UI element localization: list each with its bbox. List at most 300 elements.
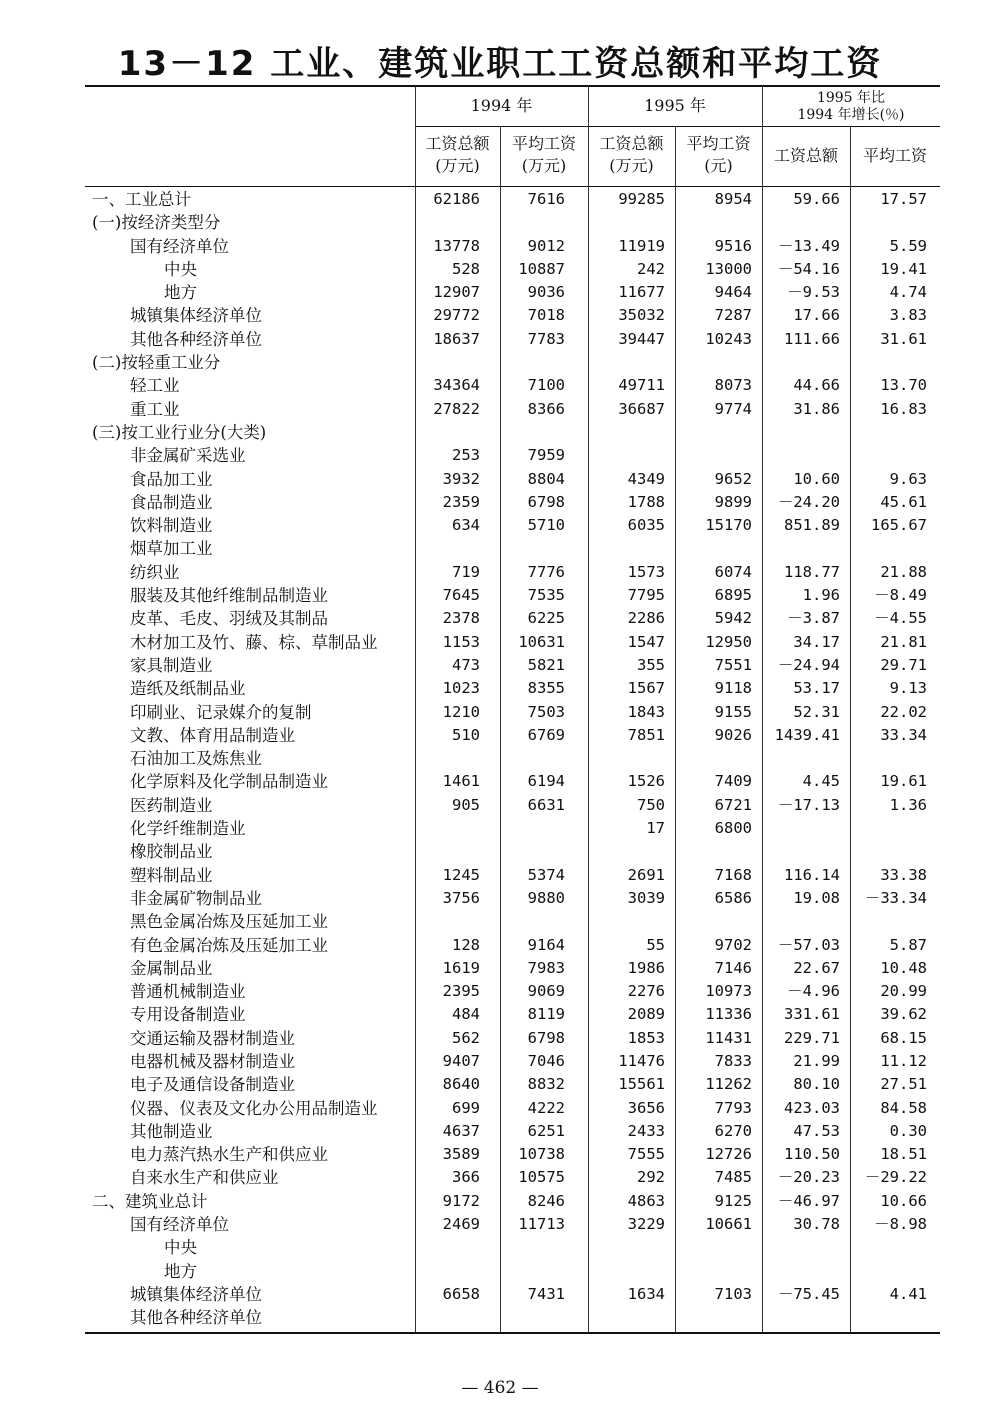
cell-value: －8.49 <box>874 586 927 605</box>
cell-value: 1.96 <box>802 586 840 605</box>
cell-value: 3229 <box>627 1215 665 1234</box>
header-mid-rule <box>415 126 940 127</box>
cell-value: 2433 <box>627 1121 665 1140</box>
cell-value: 7485 <box>714 1168 752 1187</box>
cell-value: 29.71 <box>880 655 927 674</box>
table-row <box>0 514 1000 537</box>
table-row <box>0 957 1000 980</box>
table-row <box>0 701 1000 724</box>
cell-value: 5821 <box>527 655 565 674</box>
cell-value: 10887 <box>518 259 565 278</box>
cell-value: 99285 <box>618 190 665 208</box>
row-label: 造纸及纸制品业 <box>130 679 246 699</box>
table-row <box>0 561 1000 584</box>
cell-value: 2286 <box>627 609 665 628</box>
cell-value: 9125 <box>714 1191 752 1210</box>
cell-value: 31.61 <box>880 329 927 348</box>
cell-value: 15170 <box>705 516 752 535</box>
cell-value: 242 <box>637 259 665 278</box>
cell-value: 9172 <box>442 1191 480 1210</box>
row-label: 塑料制品业 <box>130 865 213 885</box>
cell-value: 10973 <box>705 982 752 1001</box>
header-col-2-line1: 平均工资 <box>511 134 576 153</box>
cell-value: 11919 <box>618 236 665 255</box>
cell-value: 10738 <box>518 1145 565 1164</box>
table-row <box>0 1236 1000 1259</box>
cell-value: 17.66 <box>793 306 840 325</box>
header-growth-line1: 1995 年比 <box>816 90 886 106</box>
header-col-2 <box>500 133 588 177</box>
cell-value: 699 <box>452 1098 480 1117</box>
row-label: 食品加工业 <box>130 469 213 489</box>
cell-value: 7146 <box>714 958 752 977</box>
cell-value: 165.67 <box>871 516 927 535</box>
cell-value: 510 <box>452 725 480 744</box>
row-label: (一)按经济类型分 <box>92 213 221 233</box>
cell-value: 5.87 <box>889 935 927 954</box>
cell-value: 4.41 <box>889 1284 927 1303</box>
row-label: 地方 <box>164 1261 197 1281</box>
cell-value: 7431 <box>527 1284 565 1303</box>
cell-value: 7103 <box>714 1284 752 1303</box>
cell-value: 7555 <box>627 1145 665 1164</box>
table-row <box>0 468 1000 491</box>
cell-value: 7959 <box>527 446 565 465</box>
cell-value: 6225 <box>527 609 565 628</box>
top-rule <box>85 85 940 87</box>
cell-value: 27822 <box>433 399 480 418</box>
cell-value: 10.66 <box>880 1191 927 1210</box>
header-growth <box>762 90 940 124</box>
cell-value: 9880 <box>527 888 565 907</box>
cell-value: 6270 <box>714 1121 752 1140</box>
cell-value: －13.49 <box>777 236 840 255</box>
cell-value: 9516 <box>714 236 752 255</box>
table-row <box>0 304 1000 327</box>
cell-value: 9069 <box>527 982 565 1001</box>
row-label: 印刷业、记录媒介的复制 <box>130 702 312 722</box>
row-label: 电力蒸汽热水生产和供应业 <box>130 1145 328 1165</box>
cell-value: 3756 <box>442 888 480 907</box>
table-row <box>0 1166 1000 1189</box>
header-1994: 1994 年 <box>470 96 533 115</box>
cell-value: 473 <box>452 655 480 674</box>
cell-value: 1439.41 <box>774 725 840 744</box>
cell-value: 7795 <box>627 586 665 605</box>
row-label: 非金属矿采选业 <box>130 446 246 466</box>
cell-value: 10.60 <box>793 469 840 488</box>
cell-value: 2359 <box>442 492 480 511</box>
cell-value: 1.36 <box>889 795 927 814</box>
table-row <box>0 1073 1000 1096</box>
cell-value: －8.98 <box>874 1215 927 1234</box>
cell-value: 6800 <box>714 819 752 838</box>
table-row <box>0 1260 1000 1283</box>
table-row <box>0 934 1000 957</box>
table-row <box>0 1306 1000 1329</box>
cell-value: 11336 <box>705 1005 752 1024</box>
cell-value: 4637 <box>442 1121 480 1140</box>
cell-value: 13778 <box>433 236 480 255</box>
row-label: 国有经济单位 <box>130 1215 229 1235</box>
cell-value: －24.20 <box>777 492 840 511</box>
cell-value: 355 <box>637 655 665 674</box>
row-label: 化学纤维制造业 <box>130 819 246 839</box>
header-1995: 1995 年 <box>644 96 706 115</box>
cell-value: 4863 <box>627 1191 665 1210</box>
cell-value: 8954 <box>714 190 752 208</box>
row-label: 食品制造业 <box>130 492 213 512</box>
row-label: 金属制品业 <box>130 958 213 978</box>
cell-value: 7535 <box>527 586 565 605</box>
cell-value: 8246 <box>527 1191 565 1210</box>
row-label: 电子及通信设备制造业 <box>130 1075 295 1095</box>
cell-value: 1567 <box>627 679 665 698</box>
cell-value: 528 <box>452 259 480 278</box>
cell-value: －24.94 <box>777 655 840 674</box>
cell-value: 22.67 <box>793 958 840 977</box>
cell-value: 1461 <box>442 772 480 791</box>
cell-value: 11262 <box>705 1075 752 1094</box>
cell-value: 9026 <box>714 725 752 744</box>
table-row <box>0 1283 1000 1306</box>
cell-value: 8832 <box>527 1075 565 1094</box>
cell-value: 7793 <box>714 1098 752 1117</box>
header-col-1 <box>415 133 500 177</box>
cell-value: 9036 <box>527 283 565 302</box>
cell-value: 6769 <box>527 725 565 744</box>
row-label: 服装及其他纤维制品制造业 <box>130 586 328 606</box>
cell-value: 562 <box>452 1028 480 1047</box>
cell-value: 68.15 <box>880 1028 927 1047</box>
cell-value: 2691 <box>627 865 665 884</box>
cell-value: 253 <box>452 446 480 465</box>
cell-value: 6798 <box>527 492 565 511</box>
table-row <box>0 235 1000 258</box>
cell-value: 9012 <box>527 236 565 255</box>
header-col-3-line1: 工资总额 <box>599 134 664 153</box>
row-label: 家具制造业 <box>130 655 213 675</box>
cell-value: 750 <box>637 795 665 814</box>
row-label: 其他制造业 <box>130 1121 213 1141</box>
table-row <box>0 607 1000 630</box>
cell-value: 4349 <box>627 469 665 488</box>
table-row <box>0 864 1000 887</box>
table-row <box>0 1097 1000 1120</box>
cell-value: 7503 <box>527 702 565 721</box>
table-row <box>0 398 1000 421</box>
cell-value: 33.38 <box>880 865 927 884</box>
header-col-4 <box>675 133 762 177</box>
cell-value: 3.83 <box>889 306 927 325</box>
header-col-1-line1: 工资总额 <box>425 134 490 153</box>
row-label: 黑色金属冶炼及压延加工业 <box>130 912 328 932</box>
row-label: 石油加工及炼焦业 <box>130 749 262 769</box>
cell-value: 905 <box>452 795 480 814</box>
row-label: 中央 <box>164 259 197 279</box>
cell-value: 7776 <box>527 562 565 581</box>
table-row <box>0 654 1000 677</box>
row-label: 有色金属冶炼及压延加工业 <box>130 935 328 955</box>
row-label: 交通运输及器材制造业 <box>130 1028 295 1048</box>
cell-value: 15561 <box>618 1075 665 1094</box>
cell-value: 8366 <box>527 399 565 418</box>
cell-value: 10661 <box>705 1215 752 1234</box>
table-row <box>0 840 1000 863</box>
cell-value: －57.03 <box>777 935 840 954</box>
row-label: 饮料制造业 <box>130 516 213 536</box>
table-row <box>0 677 1000 700</box>
cell-value: 116.14 <box>784 865 840 884</box>
cell-value: 634 <box>452 516 480 535</box>
table-row <box>0 887 1000 910</box>
cell-value: 12950 <box>705 632 752 651</box>
cell-value: 6658 <box>442 1284 480 1303</box>
cell-value: 1788 <box>627 492 665 511</box>
table-row <box>0 328 1000 351</box>
cell-value: 33.34 <box>880 725 927 744</box>
cell-value: 11677 <box>618 283 665 302</box>
cell-value: 7018 <box>527 306 565 325</box>
cell-value: －29.22 <box>864 1168 927 1187</box>
cell-value: 851.89 <box>784 516 840 535</box>
header-col-6: 平均工资 <box>862 146 927 165</box>
cell-value: 13000 <box>705 259 752 278</box>
cell-value: 11476 <box>618 1051 665 1070</box>
table-row <box>0 351 1000 374</box>
table-row <box>0 1213 1000 1236</box>
cell-value: 6035 <box>627 516 665 535</box>
cell-value: －33.34 <box>864 888 927 907</box>
table-row <box>0 1143 1000 1166</box>
table-row <box>0 1003 1000 1026</box>
cell-value: 20.99 <box>880 982 927 1001</box>
cell-value: －46.97 <box>777 1191 840 1210</box>
row-label: 自来水生产和供应业 <box>130 1168 279 1188</box>
row-label: 普通机械制造业 <box>130 982 246 1002</box>
cell-value: 7851 <box>627 725 665 744</box>
cell-value: 27.51 <box>880 1075 927 1094</box>
row-label: 国有经济单位 <box>130 236 229 256</box>
cell-value: 1245 <box>442 865 480 884</box>
cell-value: 6586 <box>714 888 752 907</box>
header-col-3-line2: (万元) <box>609 156 654 175</box>
row-label: 城镇集体经济单位 <box>130 1284 262 1304</box>
cell-value: 9702 <box>714 935 752 954</box>
cell-value: 2089 <box>627 1005 665 1024</box>
cell-value: 1853 <box>627 1028 665 1047</box>
header-growth-line2: 1994 年增长(％) <box>797 107 905 123</box>
cell-value: 10575 <box>518 1168 565 1187</box>
row-label: 纺织业 <box>130 562 180 582</box>
cell-value: 7046 <box>527 1051 565 1070</box>
row-label: 文教、体育用品制造业 <box>130 725 295 745</box>
cell-value: 5710 <box>527 516 565 535</box>
cell-value: 7551 <box>714 655 752 674</box>
table-row <box>0 1050 1000 1073</box>
cell-value: 2469 <box>442 1215 480 1234</box>
cell-value: 9407 <box>442 1051 480 1070</box>
cell-value: 3039 <box>627 888 665 907</box>
cell-value: 7168 <box>714 865 752 884</box>
table-body <box>0 188 1000 1330</box>
cell-value: 36687 <box>618 399 665 418</box>
cell-value: 7783 <box>527 329 565 348</box>
cell-value: 2378 <box>442 609 480 628</box>
cell-value: 6798 <box>527 1028 565 1047</box>
table-row <box>0 631 1000 654</box>
cell-value: 6074 <box>714 562 752 581</box>
cell-value: 2395 <box>442 982 480 1001</box>
cell-value: 7645 <box>442 586 480 605</box>
cell-value: 17.57 <box>880 190 927 208</box>
cell-value: 39.62 <box>880 1005 927 1024</box>
cell-value: 3656 <box>627 1098 665 1117</box>
cell-value: 423.03 <box>784 1098 840 1117</box>
cell-value: 9464 <box>714 283 752 302</box>
cell-value: 7983 <box>527 958 565 977</box>
cell-value: 331.61 <box>784 1005 840 1024</box>
cell-value: 10243 <box>705 329 752 348</box>
cell-value: 5374 <box>527 865 565 884</box>
table-row <box>0 1027 1000 1050</box>
page-title: 13－12 工业、建筑业职工工资总额和平均工资 <box>117 44 883 84</box>
cell-value: 9.63 <box>889 469 927 488</box>
cell-value: 84.58 <box>880 1098 927 1117</box>
table-row <box>0 211 1000 234</box>
cell-value: 29772 <box>433 306 480 325</box>
cell-value: 45.61 <box>880 492 927 511</box>
cell-value: 44.66 <box>793 376 840 395</box>
row-label: 其他各种经济单位 <box>130 329 262 349</box>
cell-value: －9.53 <box>787 283 840 302</box>
table-row <box>0 747 1000 770</box>
cell-value: 1843 <box>627 702 665 721</box>
cell-value: 229.71 <box>784 1028 840 1047</box>
table-row <box>0 537 1000 560</box>
cell-value: 7287 <box>714 306 752 325</box>
cell-value: －54.16 <box>777 259 840 278</box>
cell-value: 4.45 <box>802 772 840 791</box>
cell-value: 31.86 <box>793 399 840 418</box>
row-label: 皮革、毛皮、羽绒及其制品 <box>130 609 328 629</box>
cell-value: 62186 <box>433 190 480 208</box>
table-row <box>0 188 1000 211</box>
table-row <box>0 491 1000 514</box>
row-label: 轻工业 <box>130 376 180 396</box>
cell-value: －75.45 <box>777 1284 840 1303</box>
cell-value: －3.87 <box>787 609 840 628</box>
cell-value: 1634 <box>627 1284 665 1303</box>
row-label: 木材加工及竹、藤、棕、草制品业 <box>130 632 378 652</box>
cell-value: 18637 <box>433 329 480 348</box>
cell-value: 7616 <box>527 190 565 208</box>
row-label: (三)按工业行业分(大类) <box>92 422 267 442</box>
cell-value: 49711 <box>618 376 665 395</box>
cell-value: 19.41 <box>880 259 927 278</box>
cell-value: 0.30 <box>889 1121 927 1140</box>
cell-value: 9652 <box>714 469 752 488</box>
cell-value: 39447 <box>618 329 665 348</box>
row-label: (二)按轻重工业分 <box>92 353 221 373</box>
cell-value: 5942 <box>714 609 752 628</box>
row-label: 非金属矿物制品业 <box>130 888 262 908</box>
cell-value: 35032 <box>618 306 665 325</box>
header-col-4-line1: 平均工资 <box>686 134 751 153</box>
cell-value: 8640 <box>442 1075 480 1094</box>
cell-value: 4222 <box>527 1098 565 1117</box>
cell-value: －20.23 <box>777 1168 840 1187</box>
page-number: — 462 — <box>461 1378 539 1398</box>
row-label: 仪器、仪表及文化办公用品制造业 <box>130 1098 378 1118</box>
cell-value: 10.48 <box>880 958 927 977</box>
cell-value: 484 <box>452 1005 480 1024</box>
cell-value: 6895 <box>714 586 752 605</box>
table-row <box>0 374 1000 397</box>
cell-value: 1547 <box>627 632 665 651</box>
cell-value: 18.51 <box>880 1145 927 1164</box>
table-row <box>0 1120 1000 1143</box>
table-row <box>0 584 1000 607</box>
cell-value: 19.08 <box>793 888 840 907</box>
cell-value: 21.81 <box>880 632 927 651</box>
table-row <box>0 980 1000 1003</box>
cell-value: －17.13 <box>777 795 840 814</box>
row-label: 化学原料及化学制品制造业 <box>130 772 328 792</box>
cell-value: 719 <box>452 562 480 581</box>
cell-value: 1023 <box>442 679 480 698</box>
cell-value: 11431 <box>705 1028 752 1047</box>
row-label: 一、工业总计 <box>92 190 191 209</box>
cell-value: 118.77 <box>784 562 840 581</box>
cell-value: 8119 <box>527 1005 565 1024</box>
cell-value: 34364 <box>433 376 480 395</box>
cell-value: 9164 <box>527 935 565 954</box>
cell-value: 7409 <box>714 772 752 791</box>
cell-value: 59.66 <box>793 190 840 208</box>
row-label: 重工业 <box>130 399 180 419</box>
cell-value: 12726 <box>705 1145 752 1164</box>
table-row <box>0 794 1000 817</box>
cell-value: 1986 <box>627 958 665 977</box>
cell-value: 9899 <box>714 492 752 511</box>
table-row <box>0 724 1000 747</box>
cell-value: 1619 <box>442 958 480 977</box>
cell-value: 16.83 <box>880 399 927 418</box>
cell-value: －4.55 <box>874 609 927 628</box>
cell-value: 22.02 <box>880 702 927 721</box>
cell-value: －4.96 <box>787 982 840 1001</box>
cell-value: 80.10 <box>793 1075 840 1094</box>
cell-value: 6631 <box>527 795 565 814</box>
cell-value: 4.74 <box>889 283 927 302</box>
cell-value: 13.70 <box>880 376 927 395</box>
table-row <box>0 817 1000 840</box>
cell-value: 2276 <box>627 982 665 1001</box>
row-label: 中央 <box>164 1238 197 1258</box>
header-col-4-line2: (元) <box>704 156 733 175</box>
cell-value: 7833 <box>714 1051 752 1070</box>
cell-value: 128 <box>452 935 480 954</box>
table-row <box>0 421 1000 444</box>
row-label: 橡胶制品业 <box>130 842 213 862</box>
cell-value: 1526 <box>627 772 665 791</box>
cell-value: 8355 <box>527 679 565 698</box>
row-label: 电器机械及器材制造业 <box>130 1051 295 1071</box>
header-col-5: 工资总额 <box>773 146 838 165</box>
cell-value: 53.17 <box>793 679 840 698</box>
cell-value: 21.99 <box>793 1051 840 1070</box>
